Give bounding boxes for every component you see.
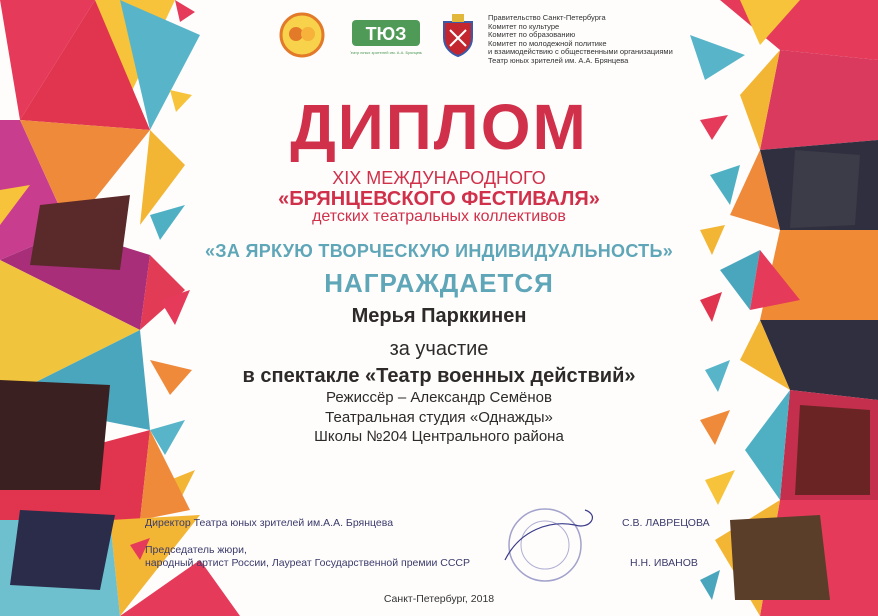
government-header (488, 14, 673, 65)
studio-line: Театральная студия «Однажды» (325, 409, 553, 426)
festival-line-2: «БРЯНЦЕВСКОГО ФЕСТИВАЛЯ» (278, 188, 600, 210)
participation-text: за участие (389, 338, 489, 360)
school-line: Школы №204 Центрального района (314, 428, 564, 445)
jury-name: Н.Н. ИВАНОВ (630, 557, 698, 569)
gov-line: и взаимодействию с общественными организациями (488, 47, 673, 56)
tyuz-logo (350, 18, 422, 58)
gov-line: Театр юных зрителей им. А.А. Брянцева (488, 55, 629, 65)
nomination: «ЗА ЯРКУЮ ТВОРЧЕСКУЮ ИНДИВИДУАЛЬНОСТЬ» (204, 241, 674, 261)
gov-line: Комитет по культуре (488, 21, 560, 31)
gov-line: Правительство Санкт-Петербурга (488, 13, 606, 22)
director-name: С.В. ЛАВРЕЦОВА (622, 517, 710, 529)
place-date: Санкт-Петербург, 2018 (383, 593, 495, 605)
gov-line: Комитет по образованию (488, 30, 576, 39)
performance-title: в спектакле «Театр военных действий» (242, 365, 636, 387)
awarded-heading: НАГРАЖДАЕТСЯ (324, 268, 554, 298)
festival-line-3: детских театральных коллективов (312, 208, 566, 225)
diploma-title: ДИПЛОМ (290, 91, 588, 163)
jury-title-line-1: Председатель жюри, (145, 544, 247, 556)
festival-line-1: XIX МЕЖДУНАРОДНОГО (332, 168, 546, 188)
director-line: Режиссёр – Александр Семёнов (326, 389, 552, 406)
tyuz-caption: Театр юных зрителей им. А.А. Брянцева (350, 50, 422, 55)
jury-title-line-2: народный артист России, Лауреат Государственной премии СССР (145, 557, 470, 569)
tyuz-logo-text: ТЮЗ (365, 24, 407, 44)
spb-coat-of-arms (440, 14, 476, 58)
gov-line: Комитет по молодежной политике (488, 38, 607, 48)
festival-logo (272, 12, 332, 58)
recipient-name: Мерья Парккинен (351, 305, 527, 327)
director-title: Директор Театра юных зрителей им.А.А. Брянцева (145, 517, 394, 529)
